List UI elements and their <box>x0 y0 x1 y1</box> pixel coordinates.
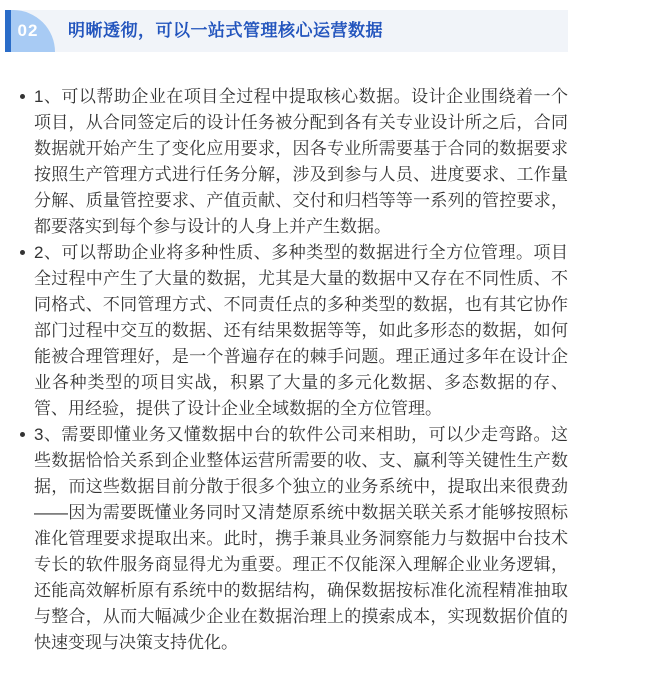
section-number: 02 <box>17 21 39 40</box>
list-item-text: 3、需要即懂业务又懂数据中台的软件公司来相助，可以少走弯路。这些数据恰恰关系到企业整体运营所需要的收、支、赢利等关键性生产数据，而这些数据目前分散于很多个独立的业务系统中，提取出来很费劲——因为需要既懂业务同时又清楚原系统中数据关联关系才能够按照标准化管理要求提取出来。此时，携手兼具业务洞察能力与数据中台技术专长的软件服务商显得尤为重要。理正不仅能深入理解企业业务逻辑，还能高效解析原有系统中的数据结构，确保数据按标准化流程精准抽取与整合，从而大幅减少企业在数据治理上的摸索成本，实现数据价值的快速变现与决策支持优化。 <box>34 425 568 652</box>
bullet-icon <box>20 250 25 255</box>
section-number-badge <box>11 10 55 52</box>
content-list <box>5 84 568 656</box>
list-item-text: 2、可以帮助企业将多种性质、多种类型的数据进行全方位管理。项目全过程中产生了大量的数据，尤其是大量的数据中又存在不同性质、不同格式、不同管理方式、不同责任点的多种类型的数据，也有其它协作部门过程中交互的数据、还有结果数据等等，如此多形态的数据，如何能被合理管理好，是一个普遍存在的棘手问题。理正通过多年在设计企业各种类型的项目实战，积累了大量的多元化数据、多态数据的存、管、用经验，提供了设计企业全域数据的全方位管理。 <box>34 243 568 418</box>
list-item-text: 1、可以帮助企业在项目全过程中提取核心数据。设计企业围绕着一个项目，从合同签定后的设计任务被分配到各有关专业设计所之后，合同数据就开始产生了变化应用要求，因各专业所需要基于合同的数据要求按照生产管理方式进行任务分解，涉及到参与人员、进度要求、工作量分解、质量管控要求、产值贡献、交付和归档等等一系列的管控要求，都要落实到每个参与设计的人身上并产生数据。 <box>34 87 568 236</box>
bullet-icon <box>20 94 25 99</box>
section-title: 明晰透彻，可以一站式管理核心运营数据 <box>68 21 383 40</box>
list-item <box>20 84 568 240</box>
bullet-icon <box>20 432 25 437</box>
list-item <box>20 240 568 422</box>
list-item <box>20 422 568 656</box>
article-page <box>5 0 568 656</box>
section-header <box>5 10 568 52</box>
